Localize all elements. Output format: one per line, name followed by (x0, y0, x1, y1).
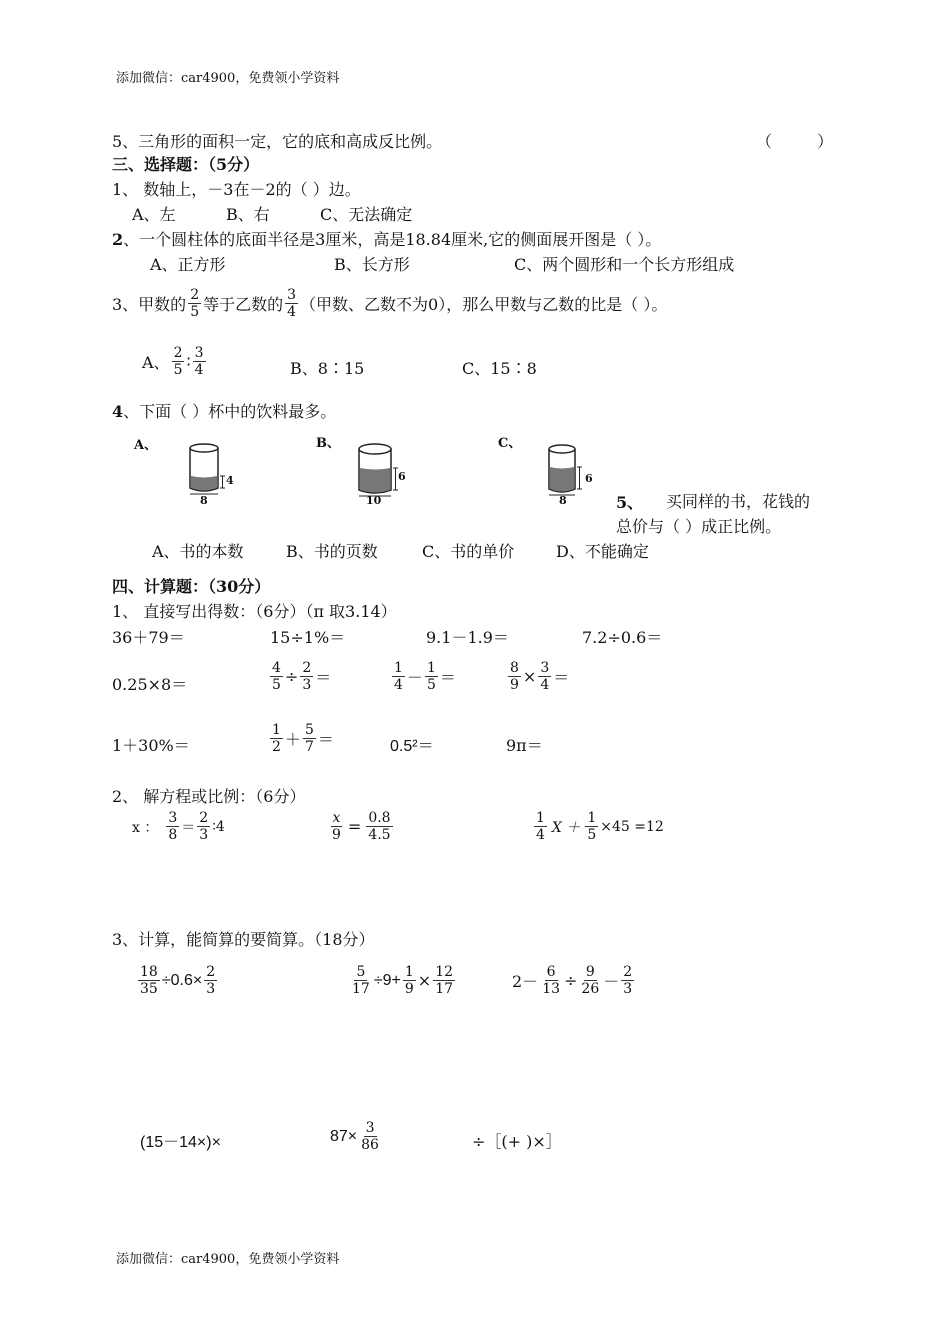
fraction (270, 660, 283, 693)
cup-c-figure (543, 440, 603, 510)
operator: × (417, 971, 432, 990)
denominator: 26 (581, 981, 600, 997)
numerator: 1 (587, 810, 597, 826)
fraction (621, 964, 634, 997)
denominator: 5 (173, 362, 183, 378)
expr-middle: ÷9+ (373, 971, 401, 989)
operator: ÷ (284, 667, 299, 686)
denominator: 3 (206, 981, 216, 997)
equation-middle: X ＋ (551, 819, 581, 836)
fraction (534, 810, 547, 843)
numerator: 4 (272, 660, 281, 676)
calc-expr-fraction (268, 722, 334, 755)
calc-expr: 0.5²＝ (390, 738, 434, 755)
equation-suffix: ×45 =12 (600, 818, 664, 835)
fraction (350, 964, 372, 997)
denominator: 17 (435, 981, 454, 997)
equals: ＝ (315, 668, 332, 687)
numerator: 2 (173, 345, 183, 361)
denominator: 9 (404, 981, 414, 997)
cup-a-figure (184, 440, 244, 510)
expr-prefix: 87× (330, 1127, 358, 1145)
fraction (270, 722, 283, 755)
cup-c-label: C、 (498, 436, 522, 451)
q3-fraction-2 (285, 287, 298, 320)
calc-expr: 15÷1%＝ (270, 628, 346, 647)
fraction (392, 660, 405, 693)
equals: ＝ (439, 668, 456, 687)
choice-q2-option-b: B、长方形 (334, 255, 410, 274)
numerator: 2 (623, 964, 633, 980)
fraction (172, 345, 185, 378)
numerator: 3 (287, 287, 297, 303)
choice-q3-stem (112, 287, 667, 320)
cup-c-width: 8 (559, 494, 567, 507)
denominator: 5 (272, 677, 281, 693)
equation-suffix: ∶4 (212, 818, 225, 835)
choice-q5-option-d: D、不能确定 (556, 542, 649, 561)
choice-q5-number: 5、 (616, 493, 644, 512)
numerator: 1 (536, 810, 545, 826)
cup-a-height: 4 (226, 474, 234, 487)
denominator: 2 (272, 739, 281, 755)
header-note: 添加微信：car4900，免费领小学资料 (116, 71, 340, 86)
numerator: 6 (546, 964, 556, 980)
numerator: 3 (365, 1120, 375, 1136)
equals: ＝ (317, 730, 334, 749)
choice-q3-option-b: B、8∶15 (290, 359, 365, 378)
numerator: 8 (510, 660, 519, 676)
fraction (433, 964, 455, 997)
choice-q2-option-c: C、两个圆形和一个长方形组成 (514, 255, 735, 274)
choice-q4-stem-rest: 、下面（ ）杯中的饮料最多。 (123, 402, 337, 421)
fraction (303, 722, 316, 755)
fraction (508, 660, 521, 693)
denominator: 9 (332, 827, 341, 843)
q3-fraction-1 (188, 287, 201, 320)
numerator: 1 (426, 660, 436, 676)
equation-1 (132, 810, 225, 843)
fraction (197, 810, 210, 843)
section-title-calc: 四、计算题：（30分） (112, 577, 271, 596)
choice-q5-option-a: A、书的本数 (152, 542, 244, 561)
fraction (300, 660, 313, 693)
calc-expr-fraction (268, 660, 331, 693)
cup-c-height: 6 (585, 472, 593, 485)
numerator: 3 (168, 810, 178, 826)
numerator: 0.8 (368, 810, 391, 826)
choice-q3-option-a (142, 345, 208, 378)
denominator: 5 (587, 827, 597, 843)
answer-paren: （ ） (756, 132, 834, 151)
denominator: 8 (168, 827, 178, 843)
numerator: 18 (140, 964, 158, 980)
footer-note: 添加微信：car4900，免费领小学资料 (116, 1252, 340, 1267)
operator: － (603, 972, 620, 991)
numerator: 2 (206, 964, 216, 980)
judge-question-5: 5、三角形的面积一定，它的底和高成反比例。 (112, 132, 443, 151)
fraction (403, 964, 416, 997)
choice-q1-option-b: B、右 (226, 205, 270, 224)
choice-q5-line1: 买同样的书，花钱的 (666, 492, 811, 511)
choice-q3-option-c: C、15∶8 (462, 359, 537, 378)
choice-q4-stem: 4、下面（ ）杯中的饮料最多。 (112, 402, 337, 421)
fraction (540, 964, 562, 997)
denominator: 3 (623, 981, 633, 997)
choice-q2-stem-rest: 、一个圆柱体的底面半径是3厘米，高是18.84厘米,它的侧面展开图是（ ）。 (123, 230, 662, 249)
fraction (193, 345, 206, 378)
choice-q2-stem: 2、一个圆柱体的底面半径是3厘米，高是18.84厘米,它的侧面展开图是（ ）。 (112, 230, 662, 249)
equals: ＝ (553, 668, 570, 687)
numerator: 12 (435, 964, 454, 980)
numerator: 3 (194, 345, 204, 361)
numerator: 2 (190, 287, 200, 303)
simplify-expr-1 (136, 964, 219, 997)
calc-expr: 36＋79＝ (112, 628, 185, 647)
fraction (366, 810, 392, 843)
calc-expr-fraction (506, 660, 569, 693)
fraction (538, 660, 551, 693)
denominator: 4.5 (368, 827, 391, 843)
denominator: 17 (352, 981, 370, 997)
cup-a-width: 8 (200, 494, 208, 507)
calc-expr: 7.2÷0.6＝ (582, 628, 663, 647)
equals: ＝ (181, 819, 196, 836)
operator: － (406, 668, 423, 687)
numerator: 2 (199, 810, 209, 826)
denominator: 4 (536, 827, 545, 843)
denominator: 4 (394, 677, 403, 693)
denominator: 5 (190, 304, 200, 320)
fraction (330, 810, 343, 843)
fraction (425, 660, 438, 693)
simplify-expr-6: ÷［(+ )×］ (472, 1132, 562, 1151)
denominator: 9 (510, 677, 519, 693)
equation-2 (328, 810, 395, 843)
fraction (585, 810, 598, 843)
calc-part2-title: 2、 解方程或比例：（6分） (112, 787, 306, 806)
operator: ÷ (564, 971, 578, 990)
fraction (138, 964, 160, 997)
fraction (359, 1120, 381, 1153)
q3-part1: 3、甲数的 (112, 295, 187, 314)
simplify-expr-5 (330, 1120, 383, 1153)
numerator: 2 (302, 660, 312, 676)
choice-q1-stem: 1、 数轴上，－3在－2的（ ）边。 (112, 180, 361, 199)
numerator: 3 (540, 660, 550, 676)
choice-q1-option-a: A、左 (132, 205, 176, 224)
fraction (204, 964, 217, 997)
expr-prefix: 2－ (512, 972, 539, 991)
section-title-choice: 三、选择题：（5分） (112, 155, 260, 174)
calc-part1-title: 1、 直接写出得数：（6分）（π 取3.14） (112, 602, 397, 621)
equation-3 (532, 810, 664, 843)
denominator: 4 (287, 304, 297, 320)
simplify-expr-2 (348, 964, 457, 997)
denominator: 35 (140, 981, 158, 997)
calc-expr: 1＋30%＝ (112, 736, 190, 755)
calc-part3-title: 3、计算，能简算的要简算。（18分） (112, 930, 375, 949)
denominator: 3 (302, 677, 312, 693)
denominator: 4 (194, 362, 204, 378)
choice-q5-option-b: B、书的页数 (286, 542, 378, 561)
denominator: 86 (361, 1137, 379, 1153)
calc-expr-fraction (390, 660, 456, 693)
operator: ＋ (284, 730, 301, 749)
denominator: 4 (540, 677, 550, 693)
expr-middle: ÷0.6× (161, 971, 203, 989)
fraction (166, 810, 179, 843)
denominator: 13 (542, 981, 561, 997)
numerator: x (332, 810, 341, 826)
denominator: 5 (426, 677, 436, 693)
numerator: 5 (304, 722, 314, 738)
numerator: 5 (356, 964, 366, 980)
q3-part2: 等于乙数的 (203, 295, 284, 314)
ratio-sign: ∶ (186, 352, 191, 371)
numerator: 9 (585, 964, 595, 980)
fraction (579, 964, 601, 997)
choice-q2-option-a: A、正方形 (150, 255, 226, 274)
numerator: 1 (272, 722, 281, 738)
calc-expr: 9π＝ (506, 736, 543, 755)
calc-expr: 0.25×8＝ (112, 675, 188, 694)
choice-q5-option-c: C、书的单价 (422, 542, 515, 561)
cup-b-width: 10 (366, 494, 382, 507)
q3-part3: （甲数、乙数不为0），那么甲数与乙数的比是（ ）。 (300, 295, 668, 314)
simplify-expr-4: (15－14×)× (140, 1134, 221, 1151)
numerator: 1 (394, 660, 403, 676)
denominator: 7 (304, 739, 314, 755)
option-label: A、 (142, 353, 170, 372)
numerator: 1 (404, 964, 414, 980)
cup-b-height: 6 (398, 470, 406, 483)
operator: × (522, 667, 537, 686)
equals: = (347, 817, 362, 836)
calc-expr: 9.1－1.9＝ (426, 628, 509, 647)
cup-a-label: A、 (134, 438, 158, 453)
choice-q5-line2: 总价与（ ）成正比例。 (616, 517, 782, 536)
denominator: 3 (199, 827, 209, 843)
choice-q1-option-c: C、无法确定 (320, 205, 413, 224)
cup-b-label: B、 (316, 436, 340, 451)
equation-prefix: x ： (132, 819, 159, 836)
simplify-expr-3 (512, 964, 636, 997)
